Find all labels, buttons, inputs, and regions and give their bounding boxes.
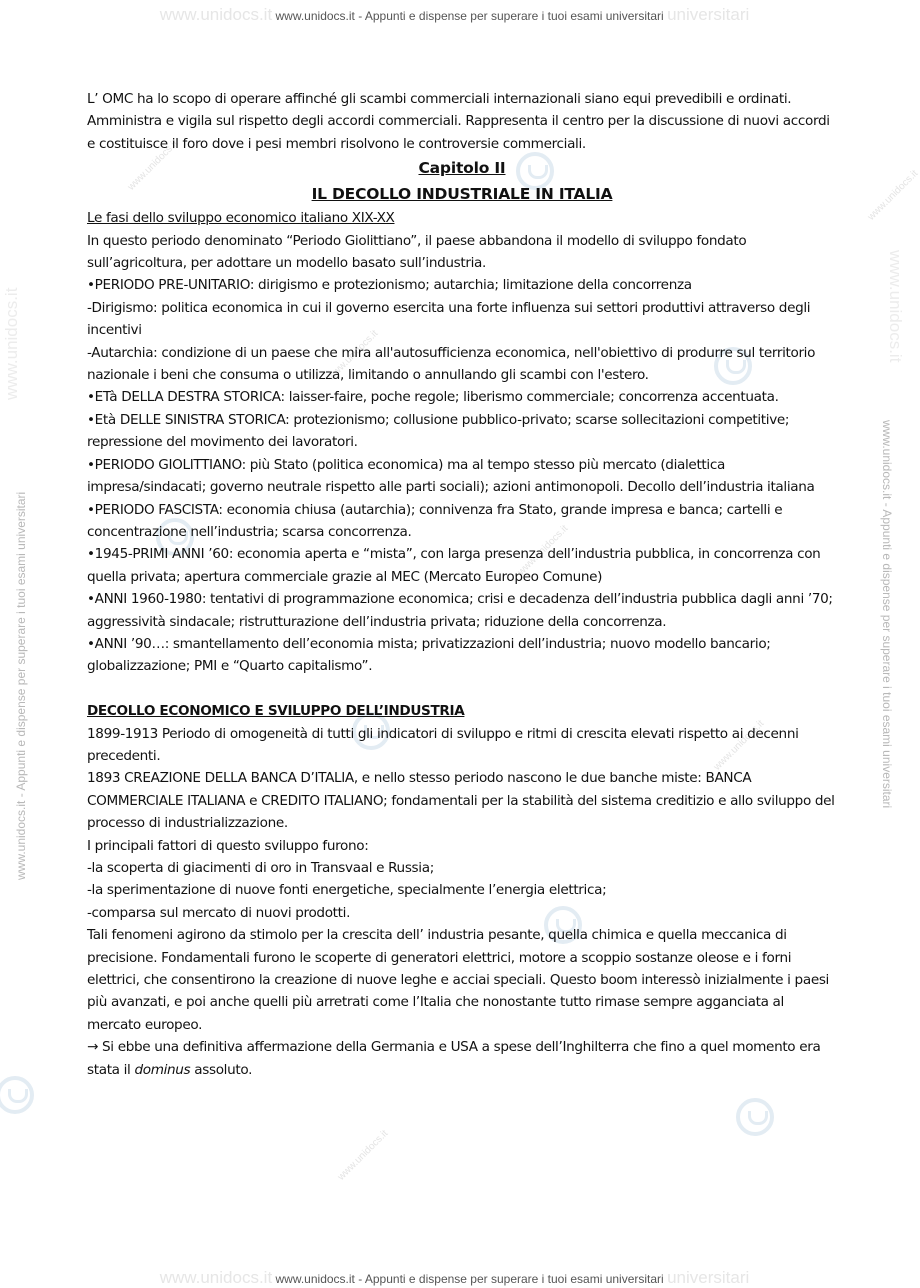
header-banner-text: www.unidocs.it - Appunti e dispense per superare i tuoi esami universitari [275, 9, 664, 23]
right-side-watermark: www.unidocs.it - Appunti e dispense per superare i tuoi esami universitari [880, 420, 894, 809]
footer-banner [0, 1268, 909, 1288]
watermark-site-text: www.unidocs.it [335, 1128, 391, 1183]
final-paragraph [87, 1036, 837, 1081]
list-item: •PERIODO FASCISTA: economia chiusa (autarchia); connivenza fra Stato, grande impresa e banca; cartelli e concentrazione nell’industria; scarsa concorrenza. [87, 501, 783, 540]
final-text-end: assoluto. [190, 1061, 253, 1078]
list-item: •ETà DELLA DESTRA STORICA: laisser-faire, poche regole; liberismo commerciale; concorrenza accentuata. [87, 389, 779, 406]
watermark-site-text: www.unidocs.it [325, 328, 381, 383]
paragraph: 1893 CREAZIONE DELLA BANCA D’ITALIA, e nello stesso periodo nascono le due banche miste: BANCA COMMERCIALE ITALIANA e CREDITO ITALIANO; fondamentali per la stabilità del sistema creditizio e allo sviluppo del processo di industrializzazione. [87, 770, 835, 832]
watermark-site-text: www.unidocs.it [125, 138, 181, 193]
list-item: •ANNI 1960-1980: tentativi di programmazione economica; crisi e decadenza dell’industria pubblica dagli anni ’70; aggressività sindacale; ristrutturazione dell’industria privata; riduzione della concorrenza. [87, 591, 833, 630]
section-heading: Le fasi dello sviluppo economico italiano XIX-XX [87, 210, 395, 227]
dominus-italic: dominus [134, 1061, 191, 1078]
footer-ghost-left: www.unidocs.it [159, 1268, 273, 1287]
watermark-site-text: www.unidocs.it [515, 523, 571, 578]
list-item: •PERIODO GIOLITTIANO: più Stato (politica economica) ma al tempo stesso più mercato (dialettica impresa/sindacati; governo neutrale rispetto alle parti sociali); azioni antimonopoli. Decollo dell’industria italiana [87, 456, 815, 496]
header-banner [0, 5, 909, 25]
chapter-number: Capitolo II [418, 159, 506, 178]
chapter-title: IL DECOLLO INDUSTRIALE IN ITALIA [311, 185, 613, 204]
paragraph: I principali fattori di questo sviluppo furono: [87, 837, 369, 854]
paragraph: -Autarchia: condizione di un paese che mira all'autosufficienza economica, nell'obiettivo di produrre sul territorio nazionale i beni che consuma o utilizza, limitando o annullando gli scambi con l'estero. [87, 344, 816, 384]
left-side-watermark: www.unidocs.it - Appunti e dispense per superare i tuoi esami universitari [14, 491, 28, 880]
intro-paragraph: L’ OMC ha lo scopo di operare affinché gli scambi commerciali internazionali siano equi prevedibili e ordinati. Amministra e vigila sul rispetto degli accordi commerciali. Rappresenta il centro per la discussione di nuovi accordi e costituisce il foro dove i pesi membri risolvono le controversie commerciali. [87, 91, 830, 152]
paragraph: In questo periodo denominato “Periodo Giolittiano”, il paese abbandona il modello di sviluppo fondato sull’agricoltura, per adottare un modello basato sull’industria. [87, 232, 747, 272]
header-ghost-right: universitari [667, 5, 750, 24]
list-item: •ANNI ’90…: smantellamento dell’economia mista; privatizzazioni dell’industria; nuovo modello bancario; globalizzazione; PMI e “Quarto capitalismo”. [87, 635, 771, 675]
paragraph: 1899-1913 Periodo di omogeneità di tutti gli indicatori di sviluppo e ritmi di crescita elevati rispetto ai decenni precedenti. [87, 725, 799, 764]
watermark-logo-icon [0, 1076, 34, 1114]
watermark-site-text: www.unidocs.it [865, 168, 920, 223]
document-body [87, 88, 837, 1081]
left-ghost-watermark: www.unidocs.it [2, 287, 21, 400]
footer-ghost-right: universitari [667, 1268, 750, 1287]
list-item: •Età DELLE SINISTRA STORICA: protezionismo; collusione pubblico-privato; scarse sollecitazioni competitive; repressione del movimento dei lavoratori. [87, 411, 790, 451]
list-item: •PERIODO PRE-UNITARIO: dirigismo e protezionismo; autarchia; limitazione della concorrenza [87, 277, 692, 294]
section-heading: DECOLLO ECONOMICO E SVILUPPO DELL’INDUSTRIA [87, 703, 465, 720]
list-item: •1945-PRIMI ANNI ’60: economia aperta e “mista”, con larga presenza dell’industria pubblica, in concorrenza con quella privata; apertura commerciale grazie al MEC (Mercato Europeo Comune) [87, 546, 821, 585]
watermark-logo-icon [736, 1098, 774, 1136]
list-item: -la scoperta di giacimenti di oro in Transvaal e Russia; [87, 859, 434, 876]
right-ghost-watermark: www.unidocs.it [886, 250, 905, 363]
blank-line [87, 678, 837, 700]
footer-banner-text: www.unidocs.it - Appunti e dispense per superare i tuoi esami universitari [275, 1272, 664, 1286]
list-item: -comparsa sul mercato di nuovi prodotti. [87, 904, 351, 921]
list-item: -la sperimentazione di nuove fonti energetiche, specialmente l’energia elettrica; [87, 882, 607, 899]
paragraph: -Dirigismo: politica economica in cui il governo esercita una forte influenza sui settori produttivi attraverso degli incentivi [87, 299, 811, 339]
watermark-site-text: www.unidocs.it [711, 718, 767, 773]
paragraph: Tali fenomeni agirono da stimolo per la crescita dell’ industria pesante, quella chimica e quella meccanica di precisione. Fondamentali furono le scoperte di generatori elettrici, motore a scoppio sostanze oleose e i forni elettrici, che consentirono la creazione di nuove leghe e acciai speciali. Questo boom interessò inizialmente i paesi più avanzati, e poi anche quelli più arretrati come l’Italia che nonostante tutto rimase sempre agganciata al mercato europeo. [87, 927, 829, 1033]
final-text-start: → Si ebbe una definitiva affermazione della Germania e USA a spese dell’Inghilterra che fino a quel momento era stata il [87, 1039, 821, 1078]
header-ghost-left: www.unidocs.it [159, 5, 273, 24]
